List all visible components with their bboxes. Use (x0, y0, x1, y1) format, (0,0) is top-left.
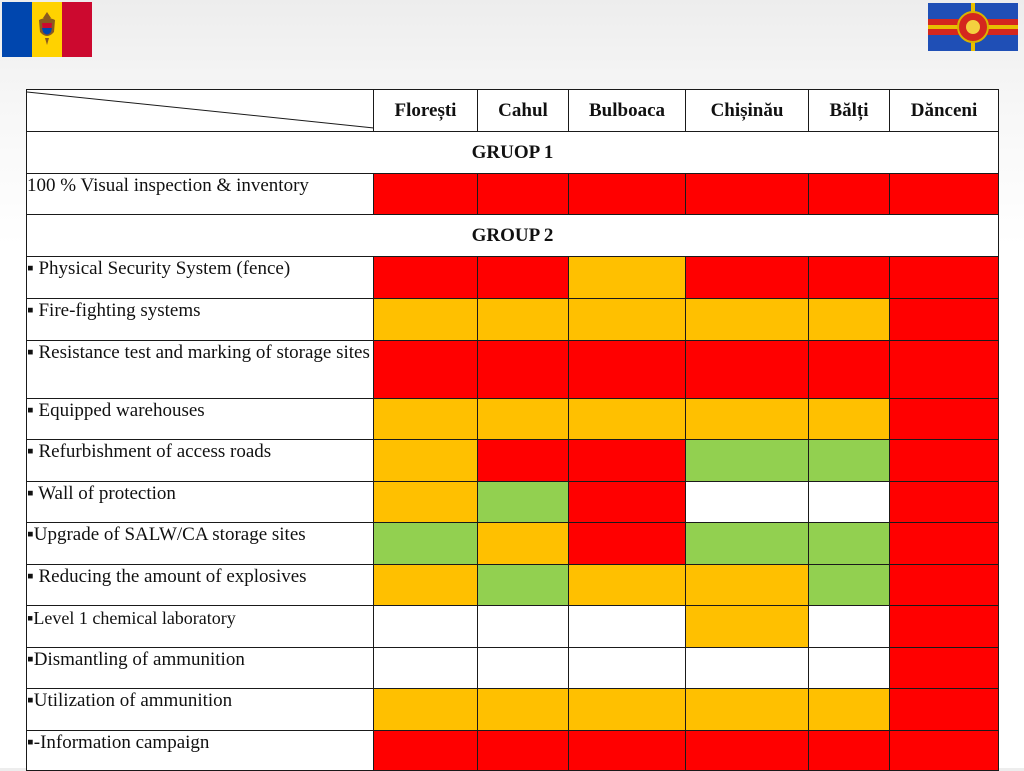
status-matrix (26, 89, 999, 771)
status-cell-green (809, 523, 890, 565)
table-row (27, 689, 999, 731)
task-label: ▪ Resistance test and marking of storage sites (27, 341, 374, 399)
table-row (27, 341, 999, 399)
task-label: ▪Level 1 chemical laboratory (27, 606, 374, 648)
table-row (27, 257, 999, 299)
table-row (27, 399, 999, 440)
status-cell-green (809, 440, 890, 482)
status-cell-red (890, 299, 999, 341)
corner-cell (27, 90, 374, 132)
status-cell-amber (809, 299, 890, 341)
status-cell-white (686, 648, 809, 689)
status-cell-amber (374, 482, 478, 523)
status-cell-amber (569, 689, 686, 731)
status-cell-red (890, 174, 999, 215)
status-cell-amber (478, 523, 569, 565)
status-cell-red (569, 440, 686, 482)
status-cell-red (890, 648, 999, 689)
military-flag-icon (928, 3, 1018, 51)
diagonal-line (27, 90, 374, 132)
status-cell-red (890, 399, 999, 440)
status-cell-white (374, 648, 478, 689)
group-2-title: GROUP 2 (27, 215, 999, 257)
status-cell-green (686, 523, 809, 565)
task-label: ▪ Equipped warehouses (27, 399, 374, 440)
task-label: ▪Upgrade of SALW/CA storage sites (27, 523, 374, 565)
status-cell-red (569, 731, 686, 771)
status-cell-red (809, 174, 890, 215)
status-cell-amber (569, 565, 686, 606)
status-cell-red (569, 174, 686, 215)
status-cell-red (890, 606, 999, 648)
task-label: ▪-Information campaign (27, 731, 374, 771)
status-cell-red (890, 565, 999, 606)
column-header-danceni: Dănceni (890, 90, 999, 132)
column-header-balti: Bălți (809, 90, 890, 132)
table-row (27, 606, 999, 648)
task-label: ▪ Refurbishment of access roads (27, 440, 374, 482)
status-cell-white (809, 606, 890, 648)
status-cell-amber (569, 257, 686, 299)
status-cell-white (478, 606, 569, 648)
status-cell-amber (374, 299, 478, 341)
status-cell-red (374, 341, 478, 399)
table-row (27, 482, 999, 523)
column-header-chisinau: Chișinău (686, 90, 809, 132)
status-cell-amber (569, 299, 686, 341)
status-cell-red (809, 257, 890, 299)
status-cell-red (478, 440, 569, 482)
task-label: ▪ Physical Security System (fence) (27, 257, 374, 299)
status-cell-amber (478, 689, 569, 731)
status-cell-amber (569, 399, 686, 440)
status-cell-red (890, 440, 999, 482)
status-cell-green (809, 565, 890, 606)
group-1-title: GRUOP 1 (27, 132, 999, 174)
table-row (27, 523, 999, 565)
status-cell-white (809, 648, 890, 689)
task-label: ▪ Wall of protection (27, 482, 374, 523)
task-label: ▪ Fire-fighting systems (27, 299, 374, 341)
status-cell-amber (374, 440, 478, 482)
status-cell-red (890, 482, 999, 523)
status-cell-white (686, 482, 809, 523)
status-cell-white (478, 648, 569, 689)
status-cell-white (569, 648, 686, 689)
header-row (27, 90, 999, 132)
moldova-flag-icon (2, 2, 92, 57)
status-cell-red (686, 174, 809, 215)
status-cell-amber (809, 689, 890, 731)
status-cell-green (686, 440, 809, 482)
status-cell-red (890, 257, 999, 299)
status-cell-amber (478, 299, 569, 341)
task-label: ▪Dismantling of ammunition (27, 648, 374, 689)
status-cell-red (374, 174, 478, 215)
status-cell-amber (686, 565, 809, 606)
table-row (27, 648, 999, 689)
task-label: ▪Utilization of ammunition (27, 689, 374, 731)
status-cell-red (374, 257, 478, 299)
status-cell-red (809, 731, 890, 771)
status-cell-red (686, 257, 809, 299)
column-header-bulboaca: Bulboaca (569, 90, 686, 132)
status-cell-amber (686, 299, 809, 341)
status-cell-amber (478, 399, 569, 440)
task-label: 100 % Visual inspection & inventory (27, 174, 374, 215)
status-cell-red (478, 174, 569, 215)
status-cell-amber (809, 399, 890, 440)
table-row (27, 731, 999, 771)
status-cell-red (569, 482, 686, 523)
table-row (27, 299, 999, 341)
status-cell-amber (374, 689, 478, 731)
status-cell-red (686, 341, 809, 399)
status-cell-red (478, 257, 569, 299)
status-cell-red (890, 731, 999, 771)
status-cell-amber (374, 565, 478, 606)
column-header-cahul: Cahul (478, 90, 569, 132)
status-cell-amber (374, 399, 478, 440)
group-1-header-row (27, 132, 999, 174)
status-cell-amber (686, 689, 809, 731)
status-cell-red (890, 689, 999, 731)
status-cell-red (374, 731, 478, 771)
table-row (27, 440, 999, 482)
status-cell-amber (686, 399, 809, 440)
status-cell-red (478, 341, 569, 399)
seal-icon (957, 11, 989, 43)
status-cell-white (809, 482, 890, 523)
table-row (27, 565, 999, 606)
status-cell-green (478, 482, 569, 523)
coat-of-arms-icon (36, 10, 58, 48)
task-label: ▪ Reducing the amount of explosives (27, 565, 374, 606)
status-cell-red (569, 341, 686, 399)
status-cell-red (890, 341, 999, 399)
status-cell-green (374, 523, 478, 565)
status-cell-red (809, 341, 890, 399)
group-2-header-row (27, 215, 999, 257)
status-cell-red (569, 523, 686, 565)
table-row (27, 174, 999, 215)
column-header-floresti: Florești (374, 90, 478, 132)
status-cell-white (569, 606, 686, 648)
status-cell-red (478, 731, 569, 771)
status-cell-green (478, 565, 569, 606)
status-cell-white (374, 606, 478, 648)
status-cell-red (686, 731, 809, 771)
status-cell-red (890, 523, 999, 565)
status-cell-amber (686, 606, 809, 648)
